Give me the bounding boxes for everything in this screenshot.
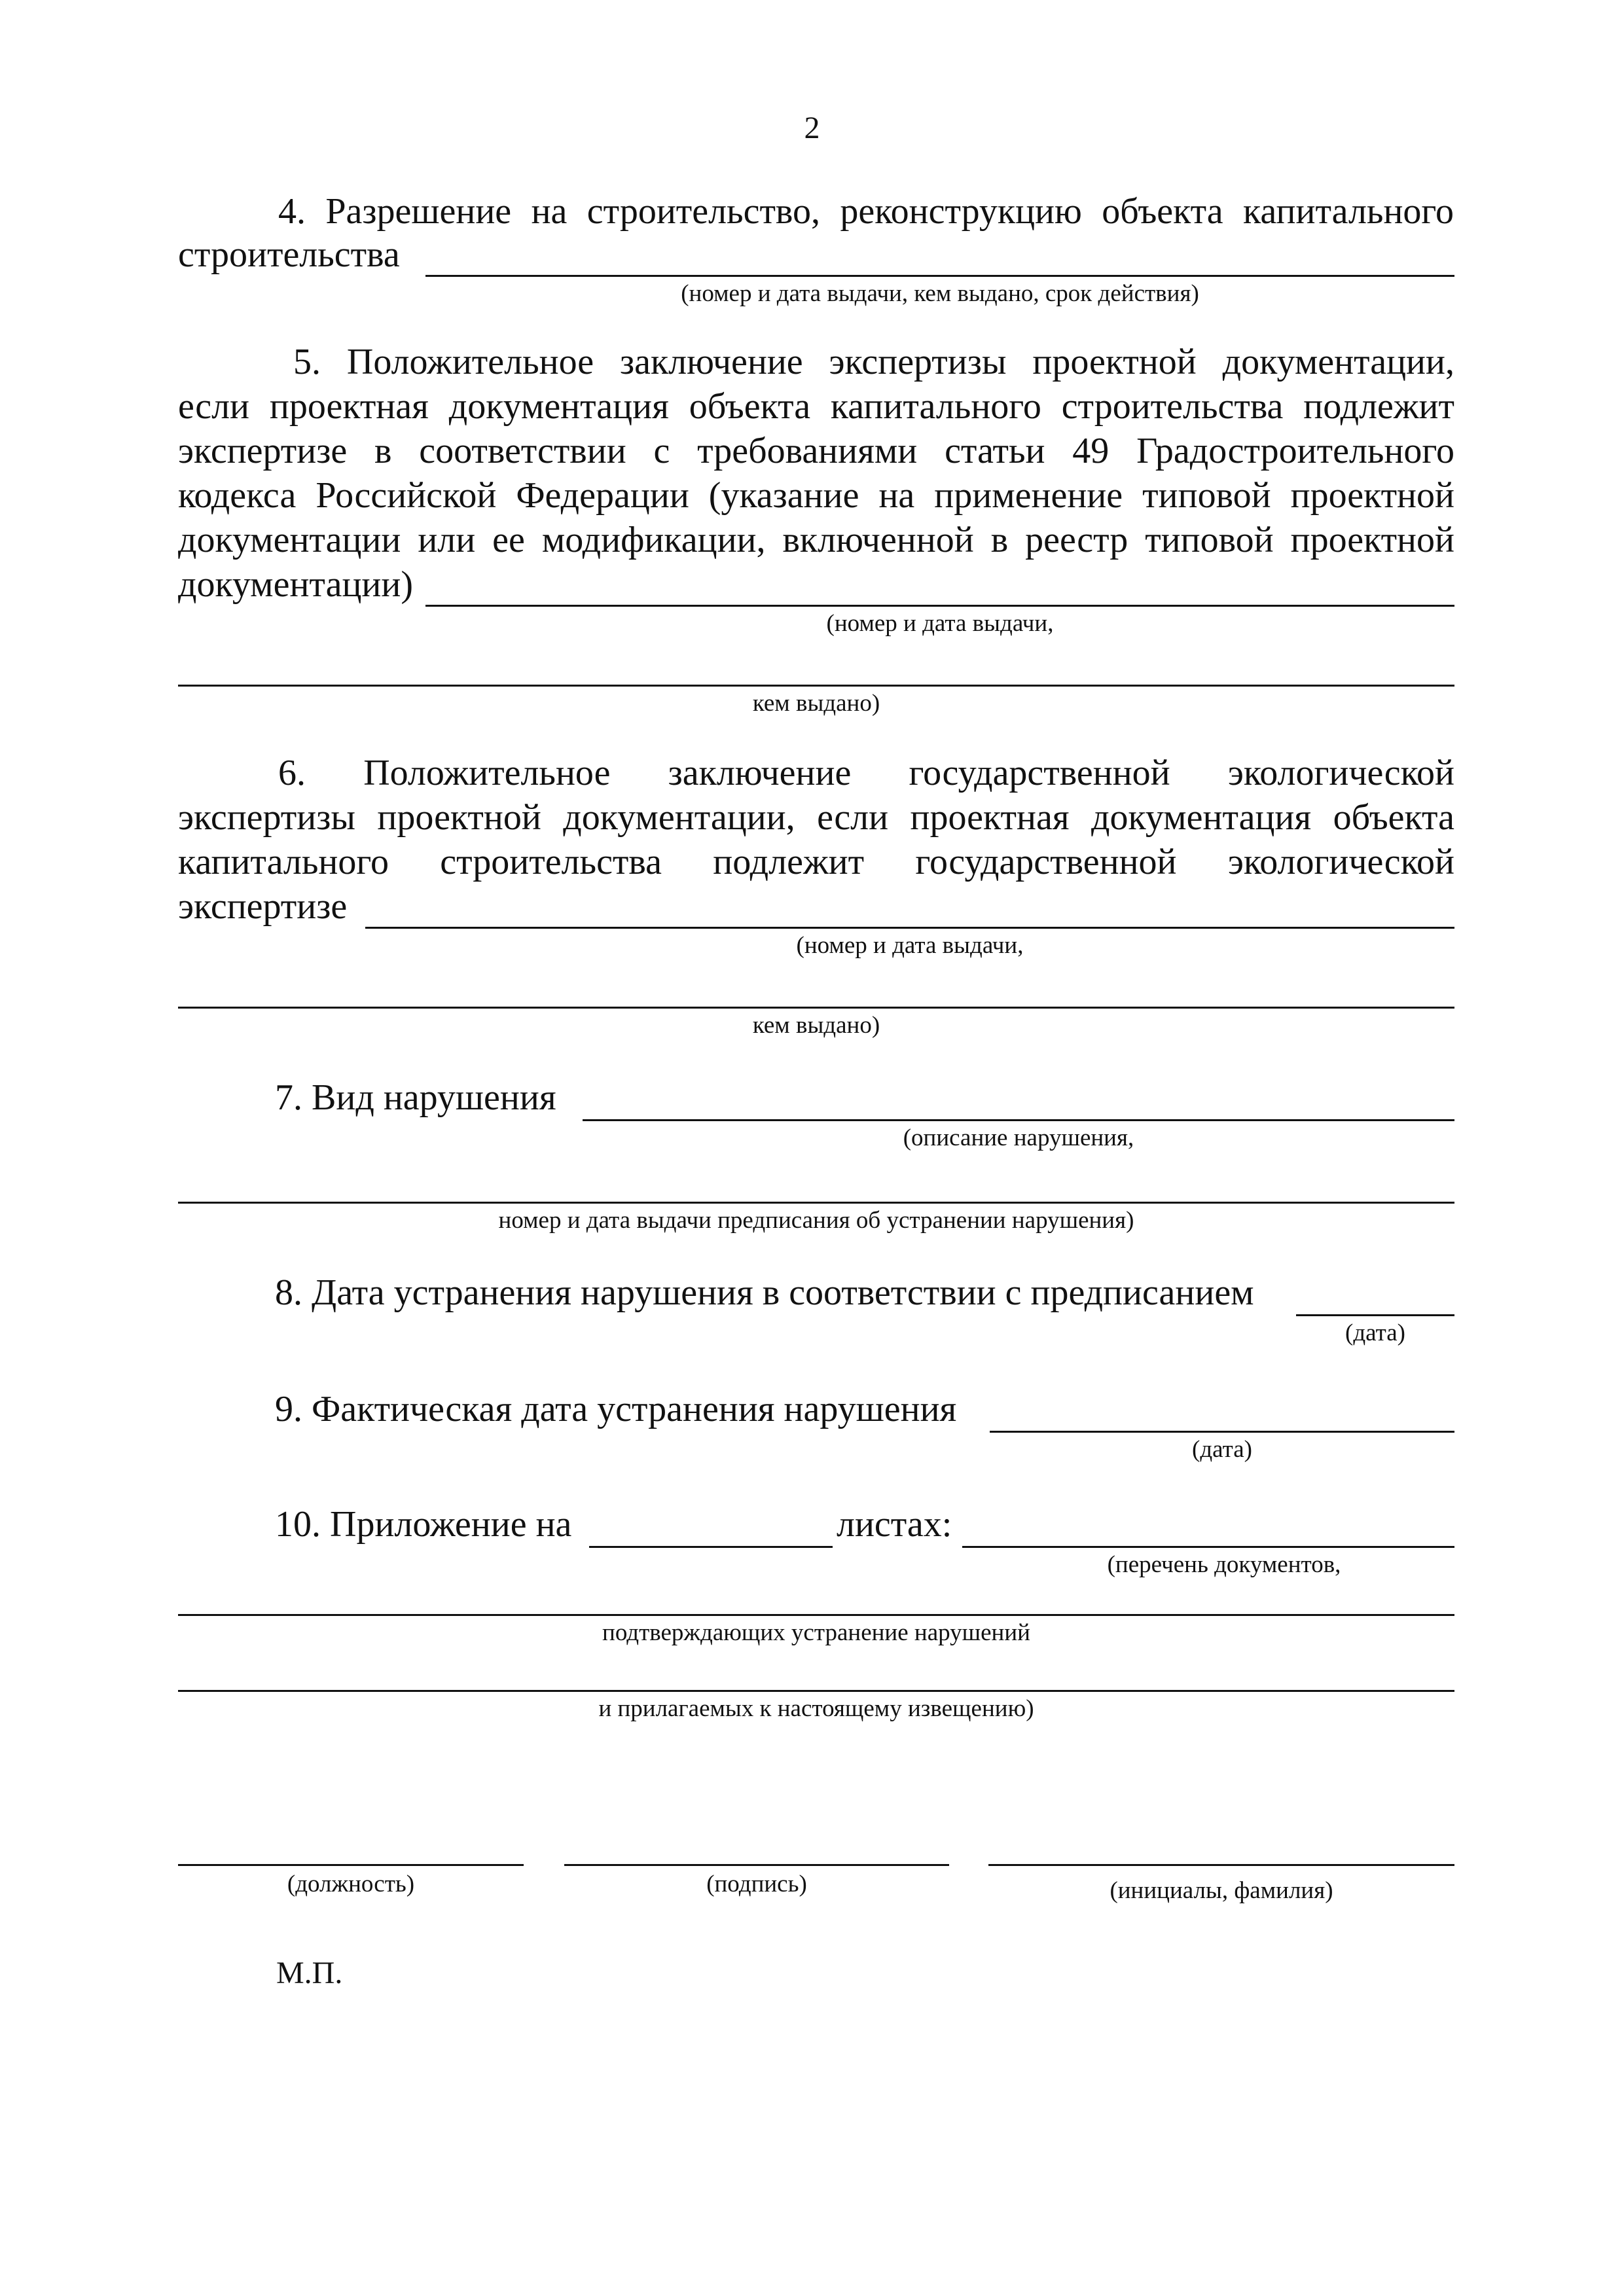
signature-fill-line[interactable] [564,1864,949,1866]
item6-line2: экспертизы проектной документации, если проектная документация объекта [178,797,1454,838]
item7-caption1: (описание нарушения, [903,1124,1134,1151]
item10-fill-line[interactable] [962,1546,1454,1548]
item5-line6: документации) [178,564,413,605]
item5-line5: документации или ее модификации, включенной в реестр типовой проектной [178,520,1454,560]
item7-caption2: номер и дата выдачи предписания об устранении нарушения) [498,1207,1134,1234]
item10-label-b: листах: [837,1504,952,1545]
item10-caption2: подтверждающих устранение нарушений [602,1619,1030,1646]
item5-caption1: (номер и дата выдачи, [826,610,1054,637]
item7-fill-line[interactable] [583,1119,1454,1121]
item5-line1: 5. Положительное заключение экспертизы проектной документации, [293,342,1454,382]
page-number: 2 [804,111,820,145]
stamp-placeholder: М.П. [276,1956,343,1990]
item8-caption: (дата) [1345,1319,1405,1346]
signature-caption: (подпись) [706,1871,807,1897]
item5-line4: кодекса Российской Федерации (указание на применение типовой проектной [178,475,1454,516]
item5-fill-line2[interactable] [178,685,1454,687]
item6-fill-line[interactable] [365,927,1454,929]
item10-fill-line3[interactable] [178,1690,1454,1692]
item10-fill-line2[interactable] [178,1614,1454,1616]
item8-label: 8. Дата устранения нарушения в соответствии с предписанием [275,1272,1254,1313]
item6-fill-line2[interactable] [178,1007,1454,1009]
item9-fill-line[interactable] [990,1431,1454,1433]
item7-label: 7. Вид нарушения [275,1077,556,1118]
item6-line1: 6. Положительное заключение государственной экологической [278,753,1454,793]
item4-fill-line[interactable] [425,275,1454,277]
item10-sheets-line[interactable] [589,1546,833,1548]
name-fill-line[interactable] [988,1864,1454,1866]
item9-label: 9. Фактическая дата устранения нарушения [275,1389,957,1429]
position-fill-line[interactable] [178,1864,524,1866]
position-caption: (должность) [287,1871,415,1897]
item9-caption: (дата) [1192,1436,1252,1463]
name-caption: (инициалы, фамилия) [1110,1877,1333,1904]
item5-line3: экспертизе в соответствии с требованиями статьи 49 Градостроительного [178,431,1454,471]
item5-line2: если проектная документация объекта капитального строительства подлежит [178,386,1454,427]
item4-line2: строительства [178,234,400,275]
item4-line1: 4. Разрешение на строительство, реконструкцию объекта капитального [278,191,1454,232]
item4-caption: (номер и дата выдачи, кем выдано, срок действия) [681,280,1199,307]
item6-line4: экспертизе [178,886,348,927]
item10-caption3: и прилагаемых к настоящему извещению) [598,1695,1034,1722]
item6-caption1: (номер и дата выдачи, [796,932,1024,959]
item5-caption2: кем выдано) [752,690,880,717]
item6-caption2: кем выдано) [752,1012,880,1039]
item8-fill-line[interactable] [1296,1314,1454,1316]
item5-fill-line[interactable] [425,605,1454,607]
item10-label-a: 10. Приложение на [275,1504,572,1545]
item7-fill-line2[interactable] [178,1202,1454,1204]
item6-line3: капитального строительства подлежит государственной экологической [178,842,1454,882]
item10-caption1: (перечень документов, [1107,1551,1341,1578]
